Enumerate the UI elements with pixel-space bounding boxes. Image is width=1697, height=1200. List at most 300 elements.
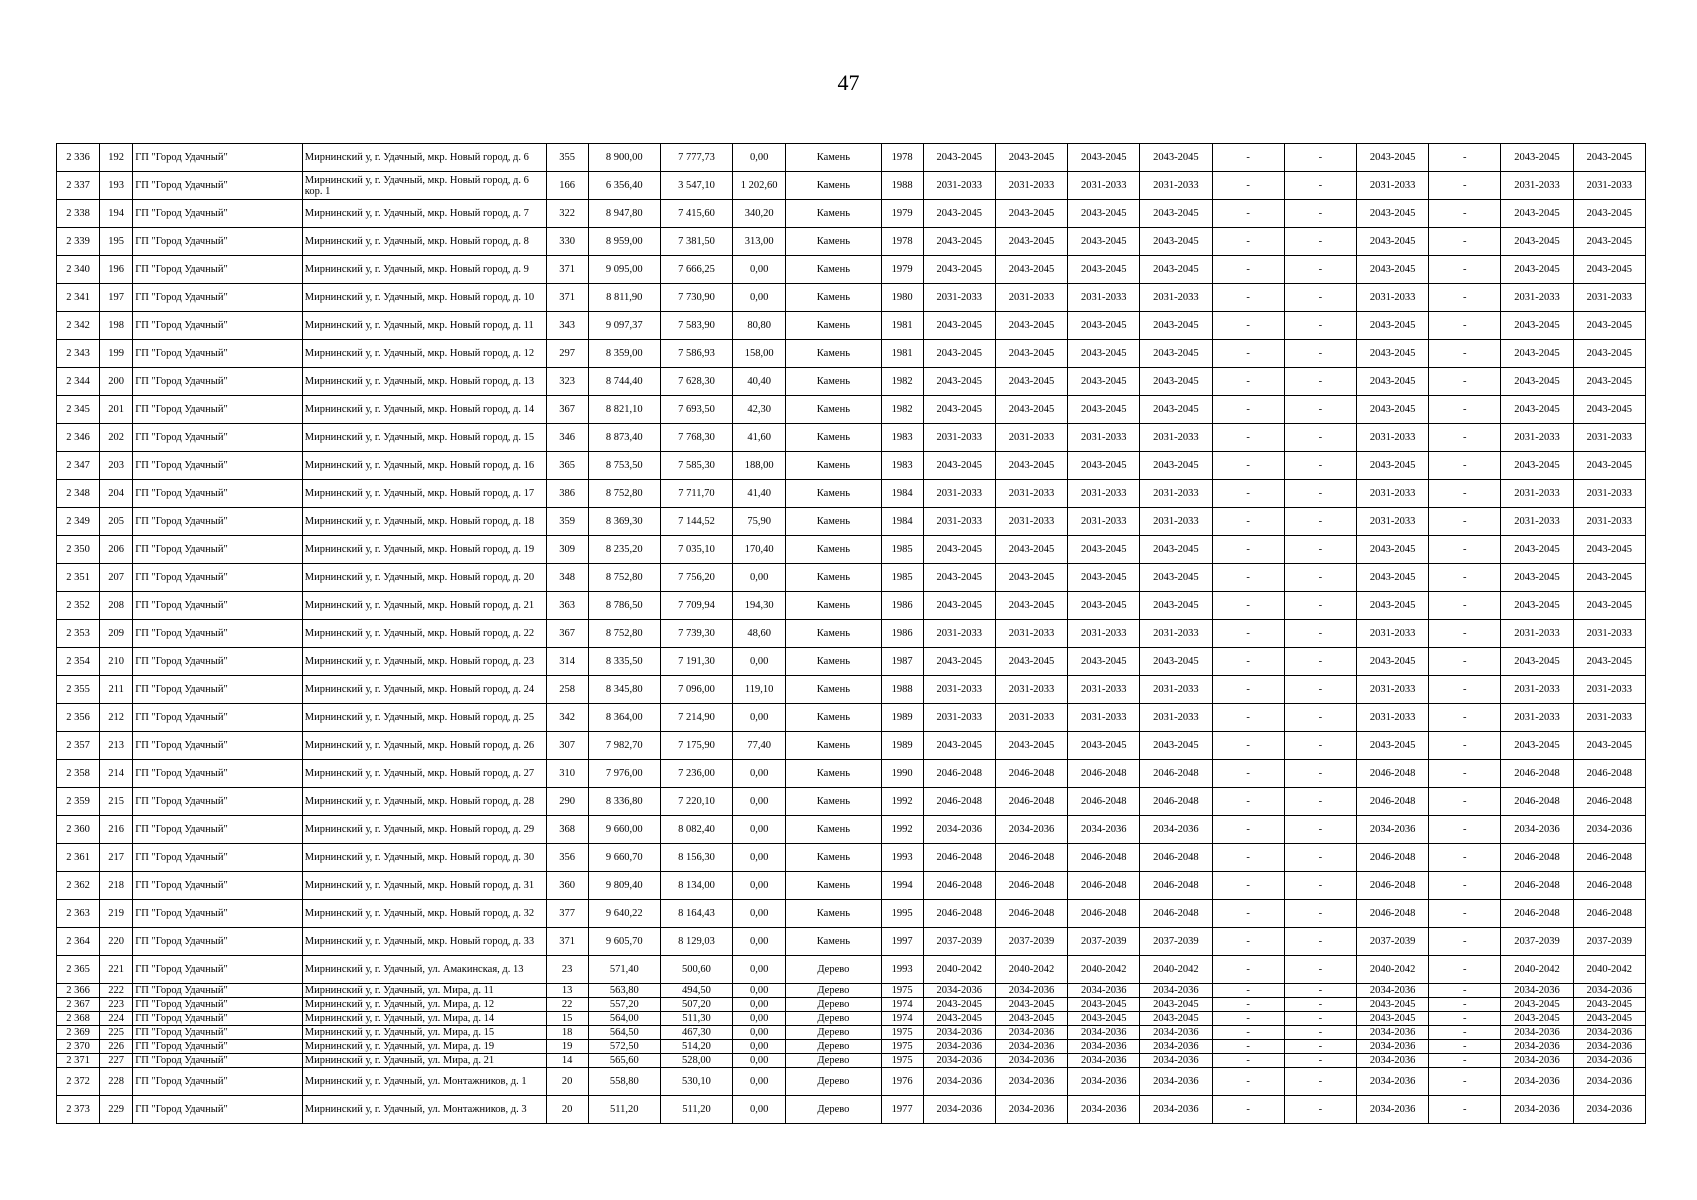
cell-living-area: 7 236,00: [660, 760, 732, 788]
cell-living-area: 7 666,25: [660, 256, 732, 284]
cell-period-1: 2034-2036: [923, 1040, 995, 1054]
cell-empty-3: -: [1429, 648, 1501, 676]
cell-year-built: 1986: [881, 620, 923, 648]
cell-empty-1: -: [1212, 956, 1284, 984]
cell-index: 2 370: [57, 1040, 100, 1054]
cell-empty-3: -: [1429, 1054, 1501, 1068]
cell-wall-material: Дерево: [786, 1026, 881, 1040]
cell-period-5: 2031-2033: [1356, 480, 1428, 508]
cell-period-3: 2034-2036: [1068, 1096, 1140, 1124]
cell-empty-3: -: [1429, 816, 1501, 844]
cell-index: 2 363: [57, 900, 100, 928]
cell-period-2: 2043-2045: [995, 564, 1067, 592]
cell-wall-material: Дерево: [786, 984, 881, 998]
housing-register-table-wrap: [56, 143, 1646, 1124]
cell-period-6: 2034-2036: [1501, 1096, 1573, 1124]
cell-period-4: 2043-2045: [1140, 340, 1212, 368]
cell-period-4: 2031-2033: [1140, 508, 1212, 536]
cell-index: 2 336: [57, 144, 100, 172]
cell-empty-2: -: [1284, 200, 1356, 228]
cell-wall-material: Камень: [786, 564, 881, 592]
cell-residents: 365: [546, 452, 588, 480]
cell-empty-3: -: [1429, 1012, 1501, 1026]
table-row: [57, 312, 1646, 340]
cell-period-3: 2043-2045: [1068, 732, 1140, 760]
cell-period-3: 2031-2033: [1068, 172, 1140, 200]
cell-wall-material: Камень: [786, 368, 881, 396]
cell-living-area: 7 144,52: [660, 508, 732, 536]
cell-municipality: ГП "Город Удачный": [133, 564, 303, 592]
cell-empty-2: -: [1284, 788, 1356, 816]
cell-period-5: 2031-2033: [1356, 620, 1428, 648]
cell-period-2: 2043-2045: [995, 228, 1067, 256]
cell-empty-1: -: [1212, 1096, 1284, 1124]
cell-period-6: 2043-2045: [1501, 998, 1573, 1012]
cell-nonliving-area: 0,00: [733, 872, 786, 900]
cell-address: Мирнинский у, г. Удачный, мкр. Новый город, д. 17: [302, 480, 546, 508]
table-row: [57, 172, 1646, 200]
cell-wall-material: Камень: [786, 648, 881, 676]
cell-empty-2: -: [1284, 1068, 1356, 1096]
cell-period-5: 2031-2033: [1356, 508, 1428, 536]
cell-living-area: 511,20: [660, 1096, 732, 1124]
cell-nonliving-area: 42,30: [733, 396, 786, 424]
cell-index: 2 353: [57, 620, 100, 648]
cell-nonliving-area: 188,00: [733, 452, 786, 480]
cell-period-4: 2043-2045: [1140, 592, 1212, 620]
cell-empty-3: -: [1429, 1040, 1501, 1054]
cell-municipality: ГП "Город Удачный": [133, 788, 303, 816]
cell-year-built: 1985: [881, 564, 923, 592]
cell-period-4: 2046-2048: [1140, 900, 1212, 928]
cell-period-4: 2046-2048: [1140, 760, 1212, 788]
cell-wall-material: Камень: [786, 480, 881, 508]
cell-year-built: 1988: [881, 172, 923, 200]
cell-period-2: 2043-2045: [995, 340, 1067, 368]
cell-living-area: 7 711,70: [660, 480, 732, 508]
cell-living-area: 7 220,10: [660, 788, 732, 816]
cell-address: Мирнинский у, г. Удачный, мкр. Новый город, д. 24: [302, 676, 546, 704]
cell-period-7: 2043-2045: [1573, 256, 1645, 284]
cell-period-2: 2046-2048: [995, 788, 1067, 816]
cell-nonliving-area: 0,00: [733, 648, 786, 676]
cell-period-6: 2043-2045: [1501, 564, 1573, 592]
cell-residents: 13: [546, 984, 588, 998]
cell-empty-3: -: [1429, 424, 1501, 452]
cell-period-7: 2046-2048: [1573, 900, 1645, 928]
cell-period-7: 2043-2045: [1573, 536, 1645, 564]
cell-period-4: 2043-2045: [1140, 256, 1212, 284]
cell-period-5: 2046-2048: [1356, 760, 1428, 788]
cell-nonliving-area: 0,00: [733, 984, 786, 998]
cell-period-2: 2034-2036: [995, 1054, 1067, 1068]
cell-residents: 15: [546, 1012, 588, 1026]
cell-nonliving-area: 0,00: [733, 900, 786, 928]
cell-empty-2: -: [1284, 704, 1356, 732]
cell-empty-3: -: [1429, 620, 1501, 648]
cell-nonliving-area: 0,00: [733, 1040, 786, 1054]
cell-total-area: 9 640,22: [588, 900, 660, 928]
cell-number: 206: [100, 536, 133, 564]
cell-period-5: 2034-2036: [1356, 816, 1428, 844]
cell-municipality: ГП "Город Удачный": [133, 732, 303, 760]
cell-wall-material: Камень: [786, 760, 881, 788]
cell-empty-1: -: [1212, 816, 1284, 844]
cell-residents: 367: [546, 620, 588, 648]
cell-index: 2 361: [57, 844, 100, 872]
cell-empty-3: -: [1429, 564, 1501, 592]
cell-empty-1: -: [1212, 676, 1284, 704]
cell-index: 2 343: [57, 340, 100, 368]
cell-address: Мирнинский у, г. Удачный, ул. Мира, д. 12: [302, 998, 546, 1012]
cell-empty-2: -: [1284, 1026, 1356, 1040]
cell-total-area: 9 809,40: [588, 872, 660, 900]
cell-period-6: 2043-2045: [1501, 368, 1573, 396]
cell-empty-3: -: [1429, 956, 1501, 984]
cell-period-5: 2037-2039: [1356, 928, 1428, 956]
cell-wall-material: Камень: [786, 228, 881, 256]
cell-period-3: 2046-2048: [1068, 900, 1140, 928]
cell-empty-2: -: [1284, 312, 1356, 340]
cell-total-area: 8 752,80: [588, 620, 660, 648]
cell-period-2: 2031-2033: [995, 676, 1067, 704]
cell-empty-3: -: [1429, 1068, 1501, 1096]
cell-period-5: 2043-2045: [1356, 536, 1428, 564]
cell-period-5: 2031-2033: [1356, 424, 1428, 452]
cell-empty-3: -: [1429, 1026, 1501, 1040]
cell-municipality: ГП "Город Удачный": [133, 480, 303, 508]
cell-period-5: 2043-2045: [1356, 564, 1428, 592]
cell-year-built: 1988: [881, 676, 923, 704]
cell-period-3: 2034-2036: [1068, 984, 1140, 998]
cell-period-3: 2034-2036: [1068, 1054, 1140, 1068]
cell-year-built: 1997: [881, 928, 923, 956]
table-row: [57, 844, 1646, 872]
cell-wall-material: Камень: [786, 452, 881, 480]
cell-empty-2: -: [1284, 1012, 1356, 1026]
cell-nonliving-area: 340,20: [733, 200, 786, 228]
cell-index: 2 365: [57, 956, 100, 984]
cell-period-2: 2034-2036: [995, 1026, 1067, 1040]
cell-total-area: 8 811,90: [588, 284, 660, 312]
cell-empty-2: -: [1284, 452, 1356, 480]
cell-number: 216: [100, 816, 133, 844]
cell-empty-1: -: [1212, 508, 1284, 536]
cell-wall-material: Камень: [786, 676, 881, 704]
cell-address: Мирнинский у, г. Удачный, мкр. Новый город, д. 6: [302, 144, 546, 172]
cell-period-1: 2034-2036: [923, 1068, 995, 1096]
cell-empty-2: -: [1284, 508, 1356, 536]
cell-period-4: 2031-2033: [1140, 620, 1212, 648]
cell-total-area: 557,20: [588, 998, 660, 1012]
cell-municipality: ГП "Город Удачный": [133, 452, 303, 480]
cell-period-4: 2034-2036: [1140, 1068, 1212, 1096]
cell-index: 2 350: [57, 536, 100, 564]
cell-total-area: 8 235,20: [588, 536, 660, 564]
cell-number: 203: [100, 452, 133, 480]
cell-nonliving-area: 0,00: [733, 1026, 786, 1040]
cell-index: 2 341: [57, 284, 100, 312]
cell-municipality: ГП "Город Удачный": [133, 368, 303, 396]
cell-year-built: 1976: [881, 1068, 923, 1096]
cell-number: 221: [100, 956, 133, 984]
cell-address: Мирнинский у, г. Удачный, ул. Мира, д. 11: [302, 984, 546, 998]
cell-wall-material: Дерево: [786, 1068, 881, 1096]
cell-period-2: 2046-2048: [995, 760, 1067, 788]
cell-empty-1: -: [1212, 620, 1284, 648]
cell-living-area: 8 129,03: [660, 928, 732, 956]
cell-empty-2: -: [1284, 1054, 1356, 1068]
cell-period-7: 2034-2036: [1573, 816, 1645, 844]
cell-period-6: 2031-2033: [1501, 480, 1573, 508]
cell-nonliving-area: 0,00: [733, 564, 786, 592]
cell-empty-1: -: [1212, 592, 1284, 620]
cell-total-area: 9 097,37: [588, 312, 660, 340]
cell-period-4: 2046-2048: [1140, 788, 1212, 816]
cell-total-area: 8 744,40: [588, 368, 660, 396]
cell-empty-1: -: [1212, 984, 1284, 998]
cell-period-5: 2046-2048: [1356, 872, 1428, 900]
cell-nonliving-area: 0,00: [733, 998, 786, 1012]
cell-wall-material: Камень: [786, 424, 881, 452]
cell-residents: 290: [546, 788, 588, 816]
cell-period-6: 2043-2045: [1501, 228, 1573, 256]
cell-period-2: 2031-2033: [995, 508, 1067, 536]
cell-wall-material: Камень: [786, 732, 881, 760]
cell-municipality: ГП "Город Удачный": [133, 816, 303, 844]
cell-municipality: ГП "Город Удачный": [133, 648, 303, 676]
cell-period-4: 2046-2048: [1140, 872, 1212, 900]
cell-empty-1: -: [1212, 312, 1284, 340]
cell-empty-2: -: [1284, 1040, 1356, 1054]
cell-period-4: 2043-2045: [1140, 648, 1212, 676]
cell-index: 2 354: [57, 648, 100, 676]
cell-number: 217: [100, 844, 133, 872]
cell-period-3: 2031-2033: [1068, 620, 1140, 648]
cell-total-area: 9 095,00: [588, 256, 660, 284]
cell-municipality: ГП "Город Удачный": [133, 536, 303, 564]
cell-address: Мирнинский у, г. Удачный, мкр. Новый город, д. 19: [302, 536, 546, 564]
cell-residents: 371: [546, 256, 588, 284]
table-row: [57, 676, 1646, 704]
cell-period-5: 2031-2033: [1356, 704, 1428, 732]
cell-address: Мирнинский у, г. Удачный, мкр. Новый город, д. 7: [302, 200, 546, 228]
cell-period-5: 2031-2033: [1356, 676, 1428, 704]
cell-residents: 371: [546, 928, 588, 956]
cell-year-built: 1993: [881, 844, 923, 872]
table-row: [57, 760, 1646, 788]
cell-index: 2 366: [57, 984, 100, 998]
cell-municipality: ГП "Город Удачный": [133, 844, 303, 872]
cell-period-4: 2043-2045: [1140, 200, 1212, 228]
cell-empty-3: -: [1429, 480, 1501, 508]
cell-living-area: 500,60: [660, 956, 732, 984]
cell-number: 195: [100, 228, 133, 256]
cell-empty-1: -: [1212, 200, 1284, 228]
cell-index: 2 358: [57, 760, 100, 788]
table-row: [57, 284, 1646, 312]
cell-period-7: 2046-2048: [1573, 844, 1645, 872]
cell-index: 2 371: [57, 1054, 100, 1068]
cell-empty-2: -: [1284, 424, 1356, 452]
cell-municipality: ГП "Город Удачный": [133, 620, 303, 648]
cell-year-built: 1992: [881, 816, 923, 844]
cell-address: Мирнинский у, г. Удачный, мкр. Новый город, д. 32: [302, 900, 546, 928]
table-row: [57, 1096, 1646, 1124]
cell-residents: 14: [546, 1054, 588, 1068]
cell-total-area: 8 345,80: [588, 676, 660, 704]
cell-empty-3: -: [1429, 998, 1501, 1012]
cell-wall-material: Камень: [786, 396, 881, 424]
cell-living-area: 8 134,00: [660, 872, 732, 900]
cell-empty-3: -: [1429, 340, 1501, 368]
cell-total-area: 565,60: [588, 1054, 660, 1068]
cell-period-7: 2043-2045: [1573, 340, 1645, 368]
cell-address: Мирнинский у, г. Удачный, мкр. Новый город, д. 31: [302, 872, 546, 900]
cell-period-5: 2043-2045: [1356, 228, 1428, 256]
cell-residents: 371: [546, 284, 588, 312]
cell-number: 211: [100, 676, 133, 704]
cell-period-5: 2043-2045: [1356, 998, 1428, 1012]
table-row: [57, 200, 1646, 228]
cell-nonliving-area: 313,00: [733, 228, 786, 256]
cell-empty-3: -: [1429, 788, 1501, 816]
cell-empty-2: -: [1284, 144, 1356, 172]
cell-empty-2: -: [1284, 872, 1356, 900]
cell-index: 2 372: [57, 1068, 100, 1096]
cell-period-3: 2046-2048: [1068, 788, 1140, 816]
cell-period-3: 2031-2033: [1068, 284, 1140, 312]
cell-number: 227: [100, 1054, 133, 1068]
cell-municipality: ГП "Город Удачный": [133, 1040, 303, 1054]
cell-period-6: 2043-2045: [1501, 256, 1573, 284]
cell-municipality: ГП "Город Удачный": [133, 760, 303, 788]
cell-municipality: ГП "Город Удачный": [133, 1068, 303, 1096]
cell-period-1: 2043-2045: [923, 1012, 995, 1026]
cell-period-5: 2043-2045: [1356, 1012, 1428, 1026]
cell-empty-1: -: [1212, 256, 1284, 284]
cell-municipality: ГП "Город Удачный": [133, 956, 303, 984]
cell-number: 228: [100, 1068, 133, 1096]
cell-empty-1: -: [1212, 998, 1284, 1012]
cell-period-4: 2031-2033: [1140, 284, 1212, 312]
cell-total-area: 8 369,30: [588, 508, 660, 536]
cell-empty-2: -: [1284, 984, 1356, 998]
cell-total-area: 8 786,50: [588, 592, 660, 620]
cell-empty-1: -: [1212, 1012, 1284, 1026]
table-row: [57, 368, 1646, 396]
cell-living-area: 7 768,30: [660, 424, 732, 452]
cell-period-7: 2040-2042: [1573, 956, 1645, 984]
cell-period-4: 2043-2045: [1140, 312, 1212, 340]
cell-period-6: 2043-2045: [1501, 1012, 1573, 1026]
cell-municipality: ГП "Город Удачный": [133, 1054, 303, 1068]
cell-index: 2 367: [57, 998, 100, 1012]
cell-period-7: 2043-2045: [1573, 1012, 1645, 1026]
cell-period-5: 2031-2033: [1356, 284, 1428, 312]
cell-period-1: 2043-2045: [923, 340, 995, 368]
cell-period-3: 2043-2045: [1068, 536, 1140, 564]
cell-address: Мирнинский у, г. Удачный, мкр. Новый город, д. 29: [302, 816, 546, 844]
cell-address: Мирнинский у, г. Удачный, мкр. Новый город, д. 11: [302, 312, 546, 340]
cell-period-2: 2043-2045: [995, 592, 1067, 620]
cell-period-2: 2043-2045: [995, 998, 1067, 1012]
cell-municipality: ГП "Город Удачный": [133, 998, 303, 1012]
cell-total-area: 7 976,00: [588, 760, 660, 788]
cell-period-7: 2043-2045: [1573, 592, 1645, 620]
cell-period-4: 2043-2045: [1140, 452, 1212, 480]
cell-index: 2 351: [57, 564, 100, 592]
cell-living-area: 8 082,40: [660, 816, 732, 844]
cell-wall-material: Камень: [786, 592, 881, 620]
cell-period-2: 2034-2036: [995, 1040, 1067, 1054]
cell-empty-3: -: [1429, 928, 1501, 956]
cell-period-3: 2031-2033: [1068, 480, 1140, 508]
cell-residents: 20: [546, 1096, 588, 1124]
cell-nonliving-area: 0,00: [733, 1068, 786, 1096]
cell-total-area: 558,80: [588, 1068, 660, 1096]
cell-municipality: ГП "Город Удачный": [133, 396, 303, 424]
cell-living-area: 467,30: [660, 1026, 732, 1040]
cell-period-3: 2043-2045: [1068, 312, 1140, 340]
cell-municipality: ГП "Город Удачный": [133, 144, 303, 172]
cell-empty-1: -: [1212, 452, 1284, 480]
cell-period-3: 2043-2045: [1068, 368, 1140, 396]
cell-empty-1: -: [1212, 844, 1284, 872]
cell-living-area: 7 777,73: [660, 144, 732, 172]
cell-period-4: 2034-2036: [1140, 1026, 1212, 1040]
cell-period-4: 2034-2036: [1140, 984, 1212, 998]
table-row: [57, 1068, 1646, 1096]
cell-period-1: 2046-2048: [923, 760, 995, 788]
cell-municipality: ГП "Город Удачный": [133, 984, 303, 998]
cell-year-built: 1994: [881, 872, 923, 900]
cell-period-4: 2043-2045: [1140, 144, 1212, 172]
cell-empty-1: -: [1212, 760, 1284, 788]
cell-residents: 18: [546, 1026, 588, 1040]
table-row: [57, 508, 1646, 536]
cell-wall-material: Дерево: [786, 1012, 881, 1026]
cell-period-1: 2031-2033: [923, 480, 995, 508]
cell-index: 2 340: [57, 256, 100, 284]
cell-period-6: 2031-2033: [1501, 424, 1573, 452]
cell-year-built: 1979: [881, 200, 923, 228]
cell-period-6: 2034-2036: [1501, 1026, 1573, 1040]
cell-period-5: 2043-2045: [1356, 312, 1428, 340]
table-row: [57, 732, 1646, 760]
cell-municipality: ГП "Город Удачный": [133, 424, 303, 452]
cell-period-6: 2046-2048: [1501, 788, 1573, 816]
cell-wall-material: Камень: [786, 872, 881, 900]
table-row: [57, 620, 1646, 648]
cell-period-3: 2043-2045: [1068, 340, 1140, 368]
cell-living-area: 7 730,90: [660, 284, 732, 312]
cell-living-area: 7 693,50: [660, 396, 732, 424]
cell-wall-material: Дерево: [786, 1096, 881, 1124]
cell-period-6: 2043-2045: [1501, 396, 1573, 424]
cell-period-2: 2043-2045: [995, 368, 1067, 396]
cell-period-1: 2046-2048: [923, 788, 995, 816]
cell-period-6: 2043-2045: [1501, 452, 1573, 480]
cell-period-6: 2046-2048: [1501, 844, 1573, 872]
cell-address: Мирнинский у, г. Удачный, мкр. Новый город, д. 9: [302, 256, 546, 284]
cell-year-built: 1978: [881, 228, 923, 256]
cell-period-3: 2034-2036: [1068, 1068, 1140, 1096]
table-row: [57, 340, 1646, 368]
cell-year-built: 1986: [881, 592, 923, 620]
cell-period-4: 2031-2033: [1140, 676, 1212, 704]
cell-living-area: 511,30: [660, 1012, 732, 1026]
